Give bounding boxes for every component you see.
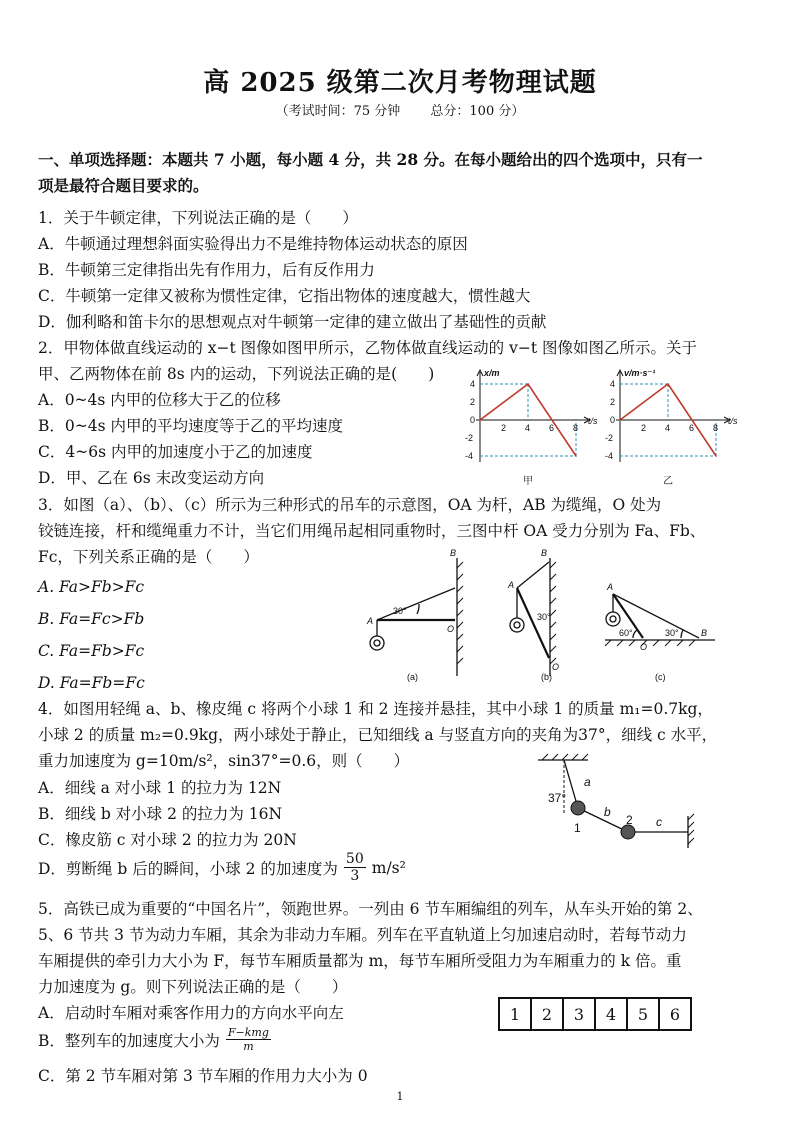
- crane-figures: [355, 548, 725, 688]
- q2-stem: 2．甲物体做直线运动的 x−t 图像如图甲所示，乙物体做直线运动的 v−t 图像如图乙所示。关于: [38, 339, 698, 357]
- y-tick-label: -4: [605, 451, 614, 461]
- train-cars: [498, 997, 692, 1031]
- y-tick-label: 0: [470, 415, 476, 425]
- q1-option-c: C．牛顿第一定律又被称为惯性定律，它指出物体的速度越大，惯性越大: [38, 287, 531, 305]
- x-tick-label: 6: [689, 423, 695, 433]
- q4-stem-cont: 小球 2 的质量 m₂=0.9kg，两小球处于静止，已知细线 a 与竖直方向的夹角为37°，细线 c 水平，: [38, 726, 718, 744]
- label-a-a: A: [367, 616, 374, 626]
- q4-denominator: 3: [350, 868, 360, 884]
- q3-stem-cont2: Fc，下列关系正确的是（ ）: [38, 548, 259, 566]
- q5-option-b: [38, 1026, 277, 1053]
- q4-stem-cont2: 重力加速度为 g=10m/s²，sin37°=0.6，则（ ）: [38, 752, 410, 770]
- x-tick-label: 4: [525, 423, 531, 433]
- q4-unit: m/s²: [371, 858, 406, 877]
- q4-angle: 37°: [548, 791, 567, 805]
- angle-c2: 30°: [665, 628, 679, 638]
- q4-fraction: [344, 851, 366, 884]
- q3-stem-cont: 铰链连接，杆和缆绳重力不计，当它们用绳吊起相同重物时，三图中杆 OA 受力分别为 Fa、Fb、: [38, 522, 706, 540]
- label-b-c: B: [701, 628, 708, 638]
- q3-option-a: A. Fa>Fb>Fc: [38, 578, 145, 596]
- section-heading-cont: 项是最符合题目要求的。: [38, 176, 209, 195]
- angle-b: 30°: [537, 612, 551, 622]
- q1-option-d: D．伽利略和笛卡尔的思想观点对牛顿第一定律的建立做出了基础性的贡献: [38, 313, 547, 331]
- label-a-c: A: [607, 582, 614, 592]
- data-point: [479, 419, 481, 421]
- q5-stem: 5．高铁已成为重要的“中国名片”，领跑世界。一列由 6 节车厢编组的列车，从车头开始的第 2、: [38, 900, 703, 918]
- q4-ball-1: 1: [574, 821, 581, 835]
- chart-jia: [458, 362, 608, 490]
- q4-option-d-text: D．剪断绳 b 后的瞬间，小球 2 的加速度为: [38, 859, 338, 878]
- angle-c1: 60°: [619, 628, 633, 638]
- y-axis-label: x/m: [484, 368, 500, 378]
- caption-c: (c): [655, 672, 666, 682]
- q5-option-a: A．启动时车厢对乘客作用力的方向水平向左: [38, 1004, 344, 1022]
- q4-option-b: B．细线 b 对小球 2 的拉力为 16N: [38, 805, 283, 823]
- label-o-a: O: [447, 624, 455, 634]
- data-point: [575, 455, 577, 457]
- q5-stem-cont: 5、6 节共 3 节为动力车厢，其余为非动力车厢。列车在平直轨道上匀加速启动时，若每节动力: [38, 926, 687, 944]
- x-tick-label: 8: [713, 423, 719, 433]
- y-tick-label: -2: [605, 433, 614, 443]
- q4-rope-a: a: [584, 775, 591, 789]
- y-tick-label: -4: [465, 451, 474, 461]
- q2-option-d: D．甲、乙在 6s 末改变运动方向: [38, 469, 265, 487]
- ball-figure: [530, 752, 710, 872]
- q1-option-b: B．牛顿第三定律指出先有作用力，后有反作用力: [38, 261, 375, 279]
- y-tick-label: 0: [610, 415, 616, 425]
- q3-option-c: C. Fa=Fb>Fc: [38, 642, 145, 660]
- data-point: [527, 383, 529, 385]
- car-6: 6: [669, 1004, 681, 1024]
- section-heading: 一、单项选择题：本题共 7 小题，每小题 4 分，共 28 分。在每小题给出的四个选项中，只有一: [38, 150, 703, 169]
- q5-fraction: [226, 1026, 271, 1053]
- x-tick-label: 8: [573, 423, 579, 433]
- q5-option-c: C．第 2 节车厢对第 3 节车厢的作用力大小为 0: [38, 1067, 368, 1085]
- q4-ball-2: 2: [626, 813, 633, 827]
- q2-stem-cont: 甲、乙两物体在前 8s 内的运动，下列说法正确的是( ): [38, 365, 435, 383]
- q4-option-a: A．细线 a 对小球 1 的拉力为 12N: [38, 779, 282, 797]
- q3-option-d: D. Fa=Fb=Fc: [38, 674, 145, 692]
- q5-denominator: m: [243, 1040, 254, 1053]
- chart-yi: [598, 362, 748, 490]
- page-number: 1: [396, 1090, 404, 1103]
- chart-title: 乙: [663, 476, 673, 487]
- data-point: [619, 419, 621, 421]
- label-b-a: B: [450, 548, 457, 558]
- car-2: 2: [532, 999, 564, 1029]
- q4-rope-b: b: [604, 805, 611, 819]
- exam-info: （考试时间：75 分钟 总分：100 分）: [275, 104, 525, 119]
- label-b-b: B: [541, 548, 548, 558]
- x-axis-label: t/s: [728, 416, 738, 426]
- data-point: [715, 455, 717, 457]
- car-1: 1: [500, 999, 532, 1029]
- x-tick-label: 4: [665, 423, 671, 433]
- q3-option-b: B. Fa=Fc>Fb: [38, 610, 145, 628]
- y-tick-label: -2: [465, 433, 474, 443]
- label-o-c: O: [640, 642, 648, 652]
- x-tick-label: 6: [549, 423, 555, 433]
- q5-stem-cont3: 力加速度为 g。则下列说法正确的是（ ）: [38, 978, 348, 996]
- chart-title: 甲: [523, 476, 533, 487]
- q4-option-c: C．橡皮筋 c 对小球 2 的拉力为 20N: [38, 831, 297, 849]
- q1-stem: 1．关于牛顿定律，下列说法正确的是（ ）: [38, 209, 358, 227]
- q5-option-b-text: B．整列车的加速度大小为: [38, 1031, 220, 1050]
- y-tick-label: 2: [610, 397, 616, 407]
- q5-numerator: F−kmg: [227, 1026, 269, 1039]
- q5-stem-cont2: 车厢提供的牵引力大小为 F，每节车厢质量都为 m，每节车厢所受阻力为车厢重力的 k 倍。重: [38, 952, 682, 970]
- y-tick-label: 4: [470, 379, 476, 389]
- q2-option-c: C．4~6s 内甲的加速度小于乙的加速度: [38, 443, 313, 461]
- car-4: 4: [596, 999, 628, 1029]
- label-o-b: O: [552, 662, 560, 672]
- y-tick-label: 4: [610, 379, 616, 389]
- x-tick-label: 2: [641, 423, 647, 433]
- angle-a: 30°: [393, 606, 407, 616]
- data-point: [667, 383, 669, 385]
- q4-stem: 4．如图用轻绳 a、b、橡皮绳 c 将两个小球 1 和 2 连接并悬挂，其中小球 1 的质量 m₁=0.7kg，: [38, 700, 713, 718]
- y-tick-label: 2: [470, 397, 476, 407]
- caption-b: (b): [541, 672, 552, 682]
- q2-option-b: B．0~4s 内甲的平均速度等于乙的平均速度: [38, 417, 343, 435]
- car-5: 5: [628, 999, 660, 1029]
- q1-option-a: A．牛顿通过理想斜面实验得出力不是维持物体运动状态的原因: [38, 235, 468, 253]
- q4-rope-c: c: [656, 815, 662, 829]
- label-a-b: A: [508, 580, 515, 590]
- q4-numerator: 50: [345, 851, 364, 867]
- caption-a: (a): [407, 672, 418, 682]
- x-tick-label: 2: [501, 423, 507, 433]
- q3-stem: 3．如图（a）、（b）、（c）所示为三种形式的吊车的示意图，OA 为杆，AB 为缆绳，O 处为: [38, 496, 662, 514]
- car-3: 3: [564, 999, 596, 1029]
- q2-option-a: A．0~4s 内甲的位移大于乙的位移: [38, 391, 281, 409]
- q4-option-d: [38, 851, 406, 884]
- page-title: 高 2025 级第二次月考物理试题: [203, 68, 597, 98]
- y-axis-label: v/m·s⁻¹: [624, 368, 656, 378]
- x-axis-label: t/s: [588, 416, 598, 426]
